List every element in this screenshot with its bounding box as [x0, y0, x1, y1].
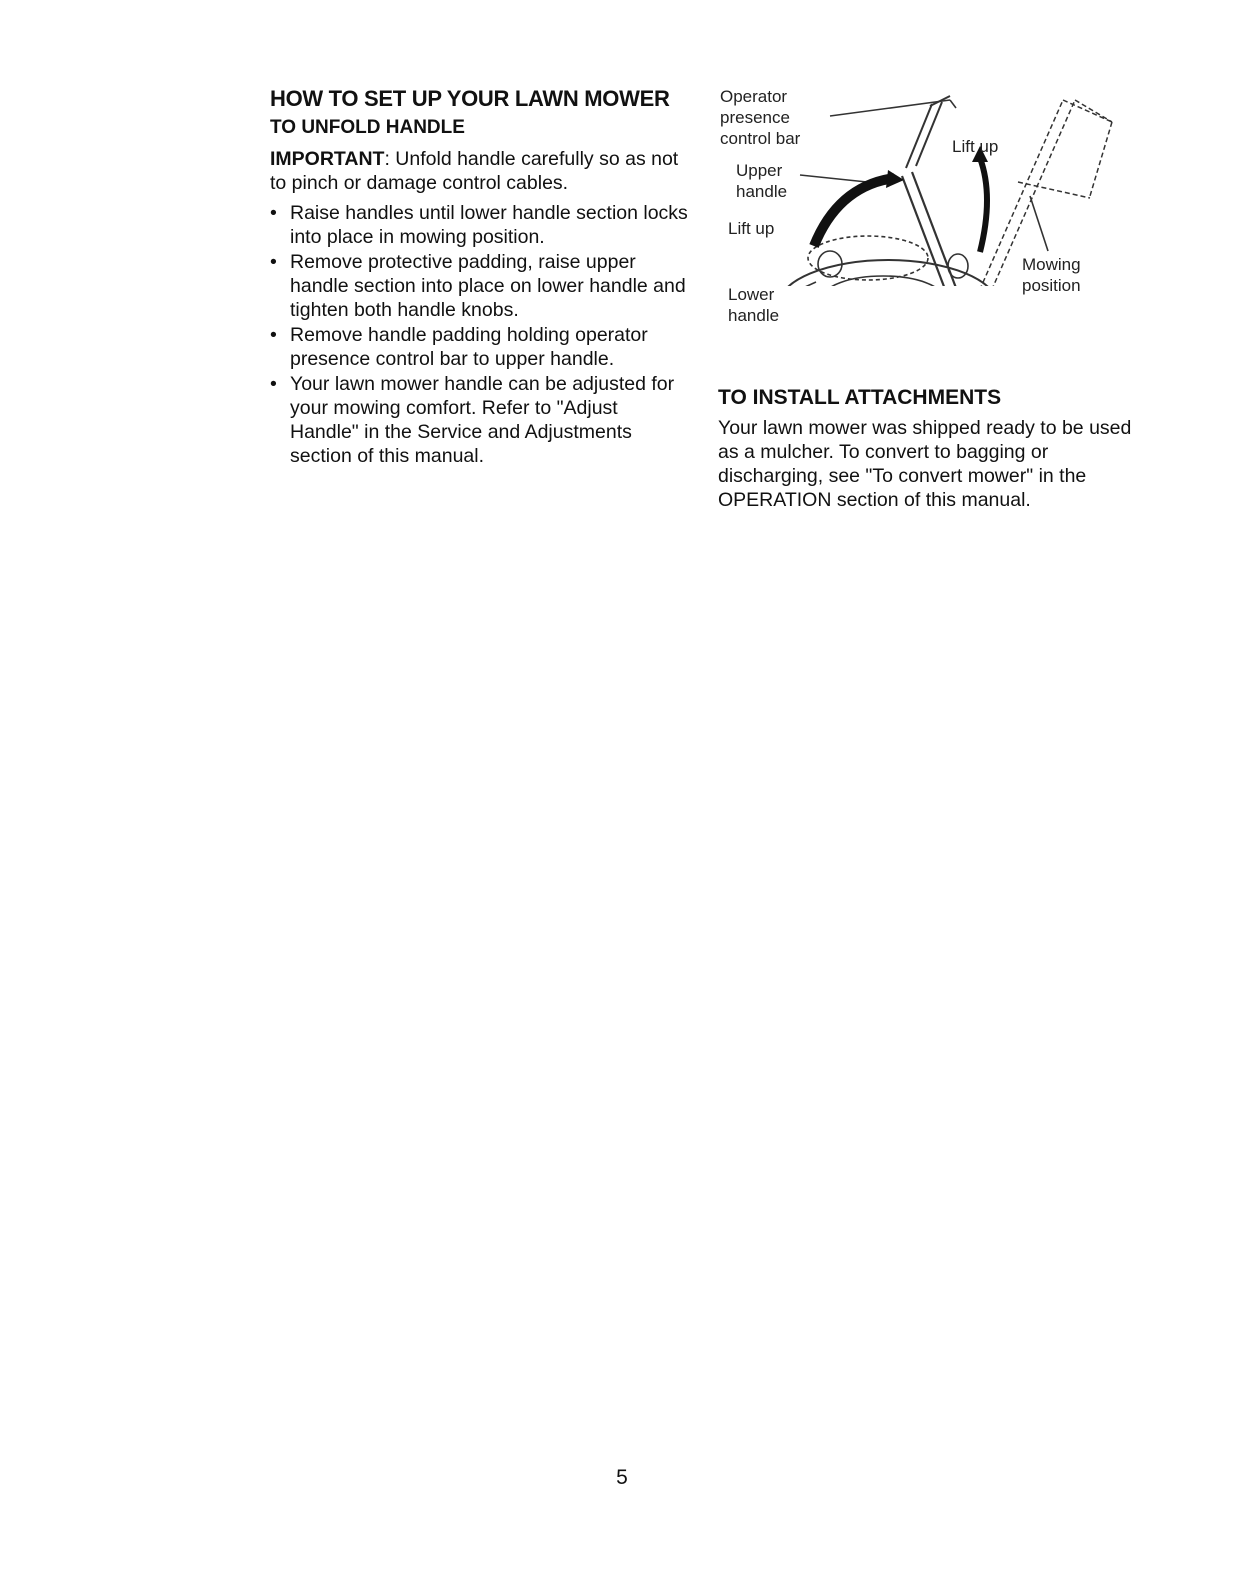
important-note [270, 147, 690, 195]
step-text: Remove handle padding holding operator presence control bar to upper handle. [290, 324, 648, 370]
right-column [718, 86, 1138, 512]
label-line: handle [736, 182, 788, 201]
page-number: 5 [616, 1466, 628, 1489]
install-attachments-text: Your lawn mower was shipped ready to be used as a mulcher. To convert to bagging or discharging, see "To convert mower" in the OPERATION section of this manual. [718, 417, 1132, 511]
bullet: • [270, 202, 277, 224]
bullet: • [270, 324, 277, 346]
label-line: Operator [720, 87, 788, 106]
step-text: Remove protective padding, raise upper handle section into place on lower handle and tighten both handle knobs. [290, 251, 686, 321]
install-attachments-heading: TO INSTALL ATTACHMENTS [718, 386, 1002, 409]
important-text: : Unfold handle carefully so as not to pinch or damage control cables. [270, 148, 679, 194]
setup-section [270, 86, 690, 469]
lower-handle-label [728, 284, 779, 326]
label-line: position [1022, 276, 1081, 295]
step-text: Raise handles until lower handle section locks into place in mowing position. [290, 202, 688, 248]
important-label: IMPORTANT [270, 148, 385, 170]
step-text: Your lawn mower handle can be adjusted for your mowing comfort. Refer to "Adjust Handle" in the Service and Adjustments section of this manual. [290, 373, 675, 467]
list-item [270, 372, 690, 468]
label-line: Mowing [1022, 255, 1081, 274]
unfold-handle-heading: TO UNFOLD HANDLE [270, 117, 465, 138]
label-line: Lower [728, 285, 775, 304]
list-item [270, 250, 690, 322]
list-item [270, 201, 690, 249]
bullet: • [270, 251, 277, 273]
list-item [270, 323, 690, 371]
mowing-position-label [1022, 254, 1081, 296]
upper-handle-label [736, 160, 787, 202]
label-line: presence [720, 108, 790, 127]
lift-up-right-label: Lift up [952, 137, 999, 156]
label-line: Upper [736, 161, 783, 180]
unfold-steps-list [270, 201, 690, 468]
label-line: handle [728, 306, 780, 325]
label-line: control bar [720, 129, 801, 148]
bullet: • [270, 373, 277, 395]
operator-presence-label [720, 86, 800, 149]
page-title: HOW TO SET UP YOUR LAWN MOWER [270, 86, 670, 111]
lift-up-left-label: Lift up [728, 219, 775, 238]
lawn-mower-handle-figure [718, 86, 1138, 325]
